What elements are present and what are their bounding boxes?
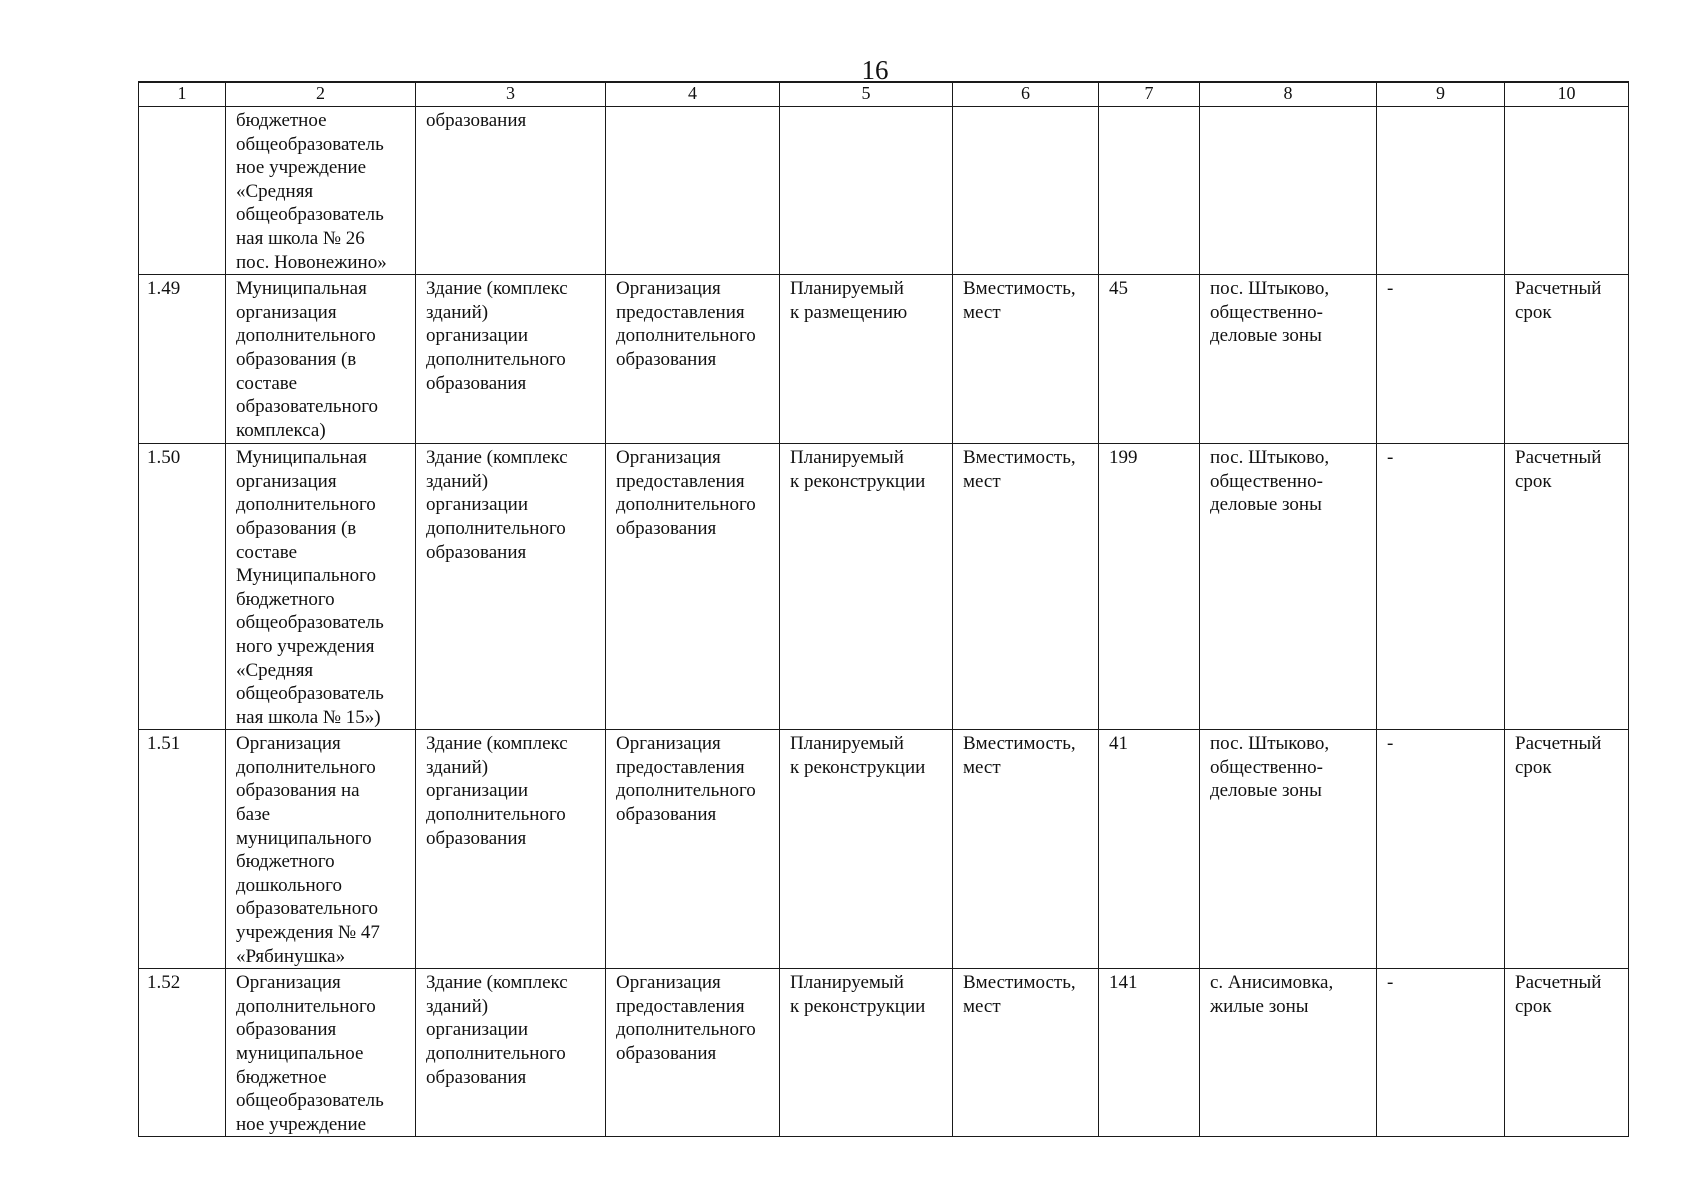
object-value: 41 xyxy=(1099,730,1200,969)
object-name: Организация дополнительного образования муниципальное бюджетное общеобразователь ное учреждение xyxy=(226,969,416,1137)
object-type: Здание (комплекс зданий) организации дополнительного образования xyxy=(416,969,606,1137)
column-header: 2 xyxy=(226,82,416,107)
table-row xyxy=(139,107,1629,275)
column-header: 3 xyxy=(416,82,606,107)
object-type: Здание (комплекс зданий) организации дополнительного образования xyxy=(416,275,606,444)
column-header: 8 xyxy=(1200,82,1377,107)
page-number: 16 xyxy=(861,55,889,85)
object-location: с. Анисимовка, жилые зоны xyxy=(1200,969,1377,1137)
object-purpose: Организация предоставления дополнительного образования xyxy=(606,730,780,969)
column-header: 10 xyxy=(1505,82,1629,107)
object-type: образования xyxy=(416,107,606,275)
table-row xyxy=(139,275,1629,444)
row-number xyxy=(139,107,226,275)
row-number: 1.50 xyxy=(139,444,226,730)
object-characteristic xyxy=(953,107,1099,275)
object-name: Организация дополнительного образования на базе муниципального бюджетного дошкольного образовательного учреждения № 47 «Рябинушка» xyxy=(226,730,416,969)
object-name: Муниципальная организация дополнительного образования (в составе Муниципального бюджетного общеобразователь ного учреждения «Средняя общеобразователь ная школа № 15») xyxy=(226,444,416,730)
object-status: Планируемый к реконструкции xyxy=(780,969,953,1137)
table-row xyxy=(139,730,1629,969)
object-location xyxy=(1200,107,1377,275)
object-status xyxy=(780,107,953,275)
object-zone: - xyxy=(1377,275,1505,444)
objects-table xyxy=(138,81,1629,1137)
object-value: 141 xyxy=(1099,969,1200,1137)
object-type: Здание (комплекс зданий) организации дополнительного образования xyxy=(416,730,606,969)
object-location: пос. Штыково, общественно- деловые зоны xyxy=(1200,444,1377,730)
object-status: Планируемый к размещению xyxy=(780,275,953,444)
object-zone: - xyxy=(1377,969,1505,1137)
object-characteristic: Вместимость, мест xyxy=(953,969,1099,1137)
object-type: Здание (комплекс зданий) организации дополнительного образования xyxy=(416,444,606,730)
object-name: бюджетное общеобразователь ное учреждение «Средняя общеобразователь ная школа № 26 пос. Новонежино» xyxy=(226,107,416,275)
column-header: 4 xyxy=(606,82,780,107)
object-value: 45 xyxy=(1099,275,1200,444)
object-value xyxy=(1099,107,1200,275)
object-zone: - xyxy=(1377,730,1505,969)
table-row xyxy=(139,969,1629,1137)
object-status: Планируемый к реконструкции xyxy=(780,730,953,969)
object-characteristic: Вместимость, мест xyxy=(953,730,1099,969)
column-header: 5 xyxy=(780,82,953,107)
object-purpose xyxy=(606,107,780,275)
object-purpose: Организация предоставления дополнительного образования xyxy=(606,444,780,730)
object-term: Расчетный срок xyxy=(1505,444,1629,730)
column-header: 1 xyxy=(139,82,226,107)
object-term xyxy=(1505,107,1629,275)
object-zone xyxy=(1377,107,1505,275)
object-location: пос. Штыково, общественно- деловые зоны xyxy=(1200,730,1377,969)
object-purpose: Организация предоставления дополнительного образования xyxy=(606,969,780,1137)
object-location: пос. Штыково, общественно- деловые зоны xyxy=(1200,275,1377,444)
row-number: 1.51 xyxy=(139,730,226,969)
object-purpose: Организация предоставления дополнительного образования xyxy=(606,275,780,444)
object-status: Планируемый к реконструкции xyxy=(780,444,953,730)
table-header-row xyxy=(139,82,1629,107)
column-header: 9 xyxy=(1377,82,1505,107)
object-value: 199 xyxy=(1099,444,1200,730)
object-term: Расчетный срок xyxy=(1505,275,1629,444)
column-header: 7 xyxy=(1099,82,1200,107)
object-zone: - xyxy=(1377,444,1505,730)
object-characteristic: Вместимость, мест xyxy=(953,275,1099,444)
object-term: Расчетный срок xyxy=(1505,969,1629,1137)
table-row xyxy=(139,444,1629,730)
object-term: Расчетный срок xyxy=(1505,730,1629,969)
object-name: Муниципальная организация дополнительного образования (в составе образовательного комплекса) xyxy=(226,275,416,444)
column-header: 6 xyxy=(953,82,1099,107)
row-number: 1.49 xyxy=(139,275,226,444)
row-number: 1.52 xyxy=(139,969,226,1137)
object-characteristic: Вместимость, мест xyxy=(953,444,1099,730)
